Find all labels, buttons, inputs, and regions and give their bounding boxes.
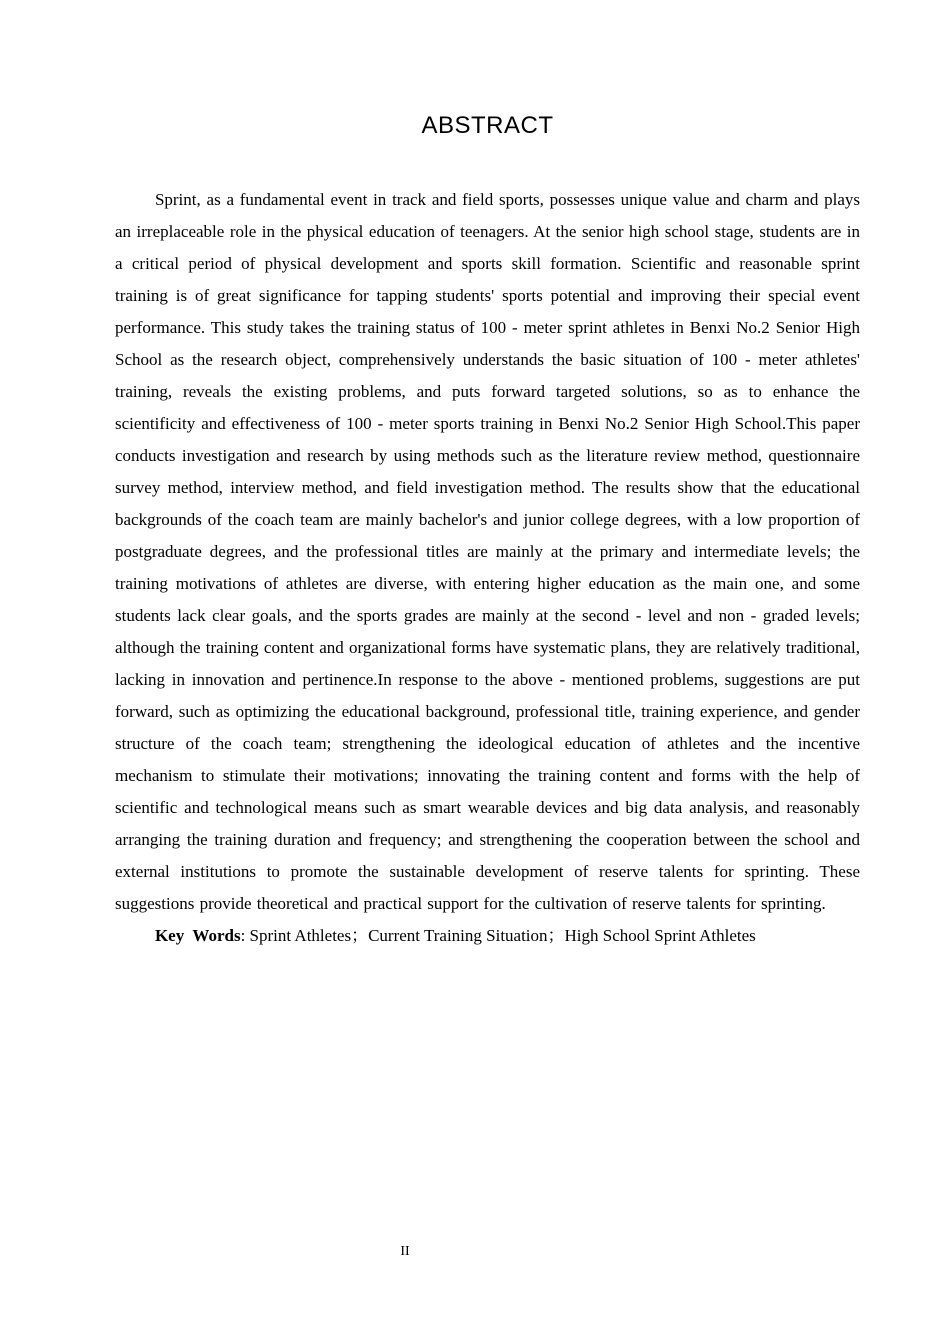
keywords-line	[115, 920, 860, 952]
keywords-text: : Sprint Athletes；Current Training Situation；High School Sprint Athletes	[240, 926, 756, 945]
page-title: ABSTRACT	[421, 112, 554, 139]
keywords-label: Key Words	[154, 926, 241, 945]
abstract-paragraph: Sprint, as a fundamental event in track and field sports, possesses unique value and charm and plays an irreplaceable role in the physical education of teenagers. At the senior high school stage, students are in a critical period of physical development and sports skill formation. Scientific and reasonable sprint training is of great significance for tapping students' sports potential and improving their special event performance. This study takes the training status of 100 - meter sprint athletes in Benxi No.2 Senior High School as the research object, comprehensively understands the basic situation of 100 - meter athletes' training, reveals the existing problems, and puts forward targeted solutions, so as to enhance the scientificity and effectiveness of 100 - meter sports training in Benxi No.2 Senior High School.This paper conducts investigation and research by using methods such as the literature review method, questionnaire survey method, interview method, and field investigation method. The results show that the educational backgrounds of the coach team are mainly bachelor's and junior college degrees, with a low proportion of postgraduate degrees, and the professional titles are mainly at the primary and intermediate levels; the training motivations of athletes are diverse, with entering higher education as the main one, and some students lack clear goals, and the sports grades are mainly at the second - level and non - graded levels; although the training content and organizational forms have systematic plans, they are relatively traditional, lacking in innovation and pertinence.In response to the above - mentioned problems, suggestions are put forward, such as optimizing the educational background, professional title, training experience, and gender structure of the coach team; strengthening the ideological education of athletes and the incentive mechanism to stimulate their motivations; innovating the training content and forms with the help of scientific and technological means such as smart wearable devices and big data analysis, and reasonably arranging the training duration and frequency; and strengthening the cooperation between the school and external institutions to promote the sustainable development of reserve talents for sprinting. These suggestions provide theoretical and practical support for the cultivation of reserve talents for sprinting.	[115, 190, 860, 913]
page-number: II	[400, 1244, 410, 1259]
